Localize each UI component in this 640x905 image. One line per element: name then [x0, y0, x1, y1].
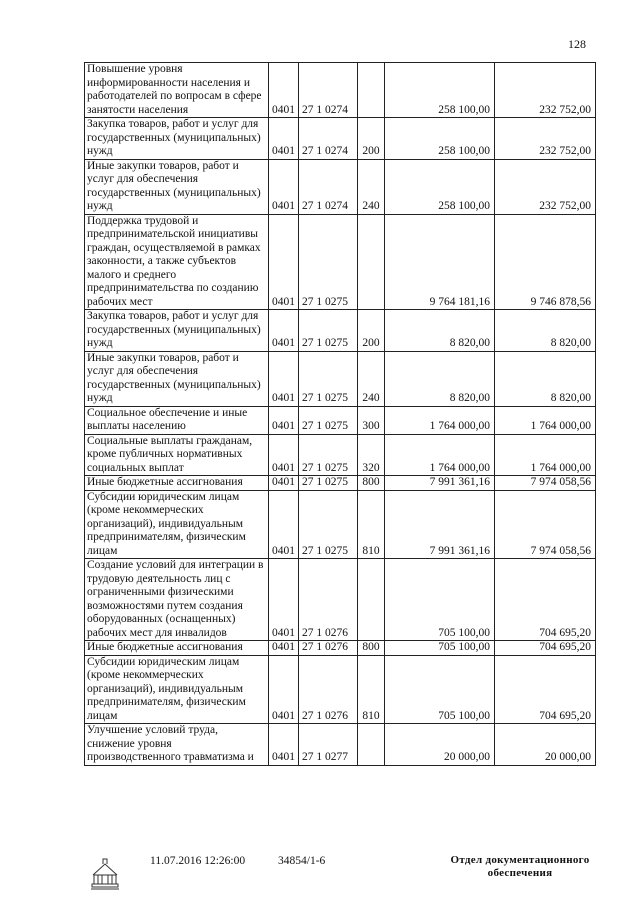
row-target-code: 27 1 0274 [299, 159, 358, 214]
row-name: Социальные выплаты гражданам, кроме публичных нормативных социальных выплат [85, 434, 269, 476]
row-expense-kind [358, 559, 385, 641]
table-row [85, 434, 596, 476]
row-name: Иные закупки товаров, работ и услуг для обеспечения государственных (муниципальных) нужд [85, 159, 269, 214]
row-target-code: 27 1 0275 [299, 214, 358, 310]
row-sum-planned: 1 764 000,00 [385, 406, 495, 434]
row-expense-kind: 300 [358, 406, 385, 434]
row-name: Субсидии юридическим лицам (кроме некоммерческих организаций), индивидуальным предпринимателям, физическим лицам [85, 655, 269, 724]
row-sum-executed: 232 752,00 [495, 118, 596, 160]
row-expense-kind: 200 [358, 118, 385, 160]
row-name: Социальное обеспечение и иные выплаты населению [85, 406, 269, 434]
row-sum-executed: 8 820,00 [495, 351, 596, 406]
row-sum-executed: 232 752,00 [495, 63, 596, 118]
row-sum-planned: 7 991 361,16 [385, 490, 495, 559]
row-sum-planned: 258 100,00 [385, 159, 495, 214]
row-sum-planned: 705 100,00 [385, 655, 495, 724]
footer-document-number: 34854/1-6 [278, 855, 326, 867]
row-target-code: 27 1 0277 [299, 724, 358, 766]
row-sum-planned: 20 000,00 [385, 724, 495, 766]
row-sum-executed: 1 764 000,00 [495, 406, 596, 434]
table-row [85, 476, 596, 491]
table-row [85, 118, 596, 160]
row-expense-kind: 240 [358, 159, 385, 214]
table-row [85, 490, 596, 559]
row-expense-kind [358, 63, 385, 118]
row-target-code: 27 1 0275 [299, 406, 358, 434]
row-sum-executed: 7 974 058,56 [495, 490, 596, 559]
row-section: 0401 [269, 559, 299, 641]
row-section: 0401 [269, 310, 299, 352]
budget-table [84, 62, 596, 766]
footer-department-line1: Отдел документационного [450, 854, 590, 866]
table-row [85, 214, 596, 310]
row-sum-planned: 705 100,00 [385, 559, 495, 641]
row-target-code: 27 1 0274 [299, 63, 358, 118]
row-expense-kind: 240 [358, 351, 385, 406]
row-expense-kind [358, 214, 385, 310]
table-row [85, 641, 596, 656]
footer-datetime: 11.07.2016 12:26:00 [150, 855, 246, 867]
footer-department [440, 854, 600, 880]
row-sum-planned: 9 764 181,16 [385, 214, 495, 310]
row-target-code: 27 1 0276 [299, 559, 358, 641]
row-section: 0401 [269, 214, 299, 310]
table-row [85, 724, 596, 766]
row-expense-kind: 200 [358, 310, 385, 352]
row-sum-executed: 20 000,00 [495, 724, 596, 766]
row-section: 0401 [269, 476, 299, 491]
row-name: Субсидии юридическим лицам (кроме некоммерческих организаций), индивидуальным предпринимателям, физическим лицам [85, 490, 269, 559]
row-section: 0401 [269, 641, 299, 656]
row-expense-kind: 810 [358, 655, 385, 724]
footer [0, 852, 640, 902]
footer-department-line2: обеспечения [487, 867, 553, 879]
table-row [85, 63, 596, 118]
row-sum-planned: 258 100,00 [385, 63, 495, 118]
row-name: Иные закупки товаров, работ и услуг для обеспечения государственных (муниципальных) нужд [85, 351, 269, 406]
row-section: 0401 [269, 63, 299, 118]
row-target-code: 27 1 0275 [299, 490, 358, 559]
row-expense-kind: 320 [358, 434, 385, 476]
table-row [85, 159, 596, 214]
row-expense-kind: 800 [358, 476, 385, 491]
row-target-code: 27 1 0275 [299, 434, 358, 476]
row-target-code: 27 1 0275 [299, 476, 358, 491]
row-expense-kind: 810 [358, 490, 385, 559]
row-target-code: 27 1 0275 [299, 310, 358, 352]
row-section: 0401 [269, 655, 299, 724]
row-section: 0401 [269, 159, 299, 214]
emblem-logo-icon [88, 856, 122, 890]
table-row [85, 406, 596, 434]
row-name: Создание условий для интеграции в трудовую деятельность лиц с ограниченными физическими возможностями путем создания оборудованных (оснащенных) рабочих мест для инвалидов [85, 559, 269, 641]
row-name: Иные бюджетные ассигнования [85, 641, 269, 656]
row-target-code: 27 1 0275 [299, 351, 358, 406]
row-section: 0401 [269, 351, 299, 406]
row-section: 0401 [269, 490, 299, 559]
table-row [85, 310, 596, 352]
row-name: Поддержка трудовой и предпринимательской инициативы граждан, осуществляемой в рамках законности, а также субъектов малого и среднего предпринимательства по созданию рабочих мест [85, 214, 269, 310]
row-target-code: 27 1 0276 [299, 655, 358, 724]
row-sum-executed: 7 974 058,56 [495, 476, 596, 491]
row-sum-planned: 258 100,00 [385, 118, 495, 160]
row-section: 0401 [269, 406, 299, 434]
page-number: 128 [568, 37, 586, 51]
row-sum-planned: 1 764 000,00 [385, 434, 495, 476]
row-sum-planned: 705 100,00 [385, 641, 495, 656]
row-sum-executed: 232 752,00 [495, 159, 596, 214]
row-name: Закупка товаров, работ и услуг для государственных (муниципальных) нужд [85, 310, 269, 352]
table-row [85, 559, 596, 641]
row-expense-kind [358, 724, 385, 766]
row-name: Закупка товаров, работ и услуг для государственных (муниципальных) нужд [85, 118, 269, 160]
table-row [85, 655, 596, 724]
row-sum-executed: 704 695,20 [495, 655, 596, 724]
row-target-code: 27 1 0276 [299, 641, 358, 656]
table-body [85, 63, 596, 766]
row-sum-executed: 8 820,00 [495, 310, 596, 352]
row-expense-kind: 800 [358, 641, 385, 656]
row-target-code: 27 1 0274 [299, 118, 358, 160]
row-sum-planned: 8 820,00 [385, 351, 495, 406]
row-section: 0401 [269, 118, 299, 160]
row-name: Иные бюджетные ассигнования [85, 476, 269, 491]
row-sum-executed: 704 695,20 [495, 641, 596, 656]
row-section: 0401 [269, 724, 299, 766]
row-name: Улучшение условий труда, снижение уровня производственного травматизма и [85, 724, 269, 766]
row-sum-planned: 8 820,00 [385, 310, 495, 352]
row-sum-executed: 9 746 878,56 [495, 214, 596, 310]
row-sum-executed: 1 764 000,00 [495, 434, 596, 476]
row-sum-planned: 7 991 361,16 [385, 476, 495, 491]
row-sum-executed: 704 695,20 [495, 559, 596, 641]
table-row [85, 351, 596, 406]
row-section: 0401 [269, 434, 299, 476]
row-name: Повышение уровня информированности населения и работодателей по вопросам в сфере занятости населения [85, 63, 269, 118]
